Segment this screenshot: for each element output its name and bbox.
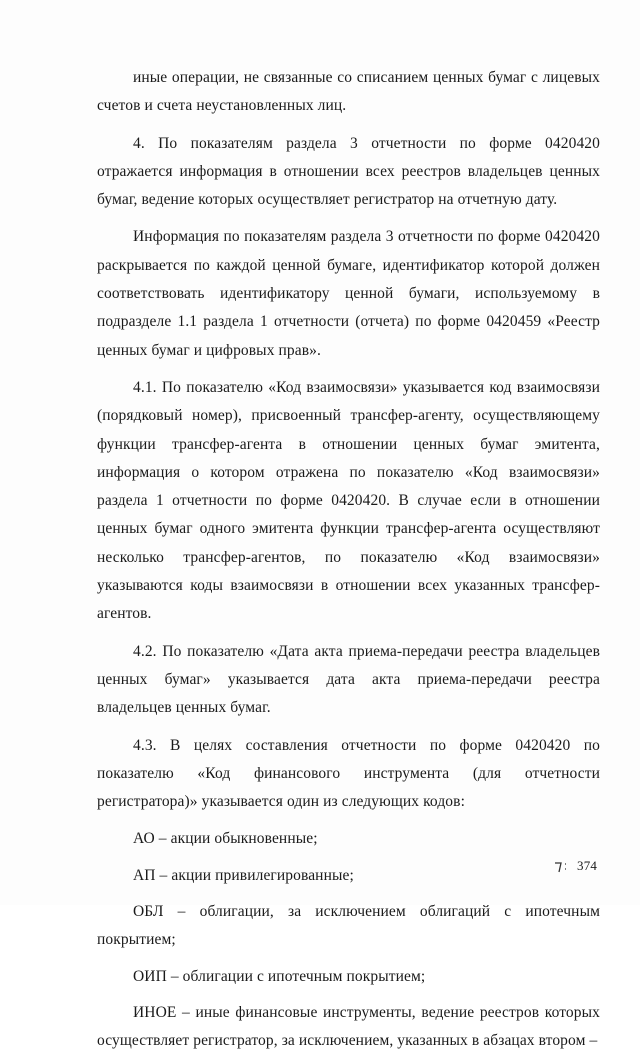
code-item-ap: АП – акции привилегированные; [133, 866, 354, 884]
page-number: 374 [577, 858, 598, 873]
scan-mark-icon [553, 860, 573, 874]
code-item-oip: ОИП – облигации с ипотечным покрытием; [133, 967, 426, 985]
paragraph-section-4: 4. По показателям раздела 3 отчетности по форме 0420420 отражается информация в отношении всех реестров владельцев ценных бумаг, ведение которых осуществляет регистратор на отчетную дату. [97, 134, 600, 209]
paragraph-continuation: иные операции, не связанные со списанием ценных бумаг с лицевых счетов и счета неустановленных лиц. [97, 69, 600, 115]
document-body [97, 64, 600, 1064]
paragraph-4-3: 4.3. В целях составления отчетности по форме 0420420 по показателю «Код финансового инструмента (для отчетности регистратора)» указывается один из следующих кодов: [97, 736, 600, 811]
code-item-obl: ОБЛ – облигации, за исключением облигаций с ипотечным покрытием; [97, 903, 600, 949]
paragraph-4-1: 4.1. По показателю «Код взаимосвязи» указывается код взаимосвязи (порядковый номер), присвоенный трансфер-агенту, осуществляющему функции трансфер-агента в отношении ценных бумаг эмитента, информация о котором отражена по показателю «Код взаимосвязи» раздела 1 отчетности по форме 0420420. В случае если в отношении ценных бумаг одного эмитента функции трансфер-агента осуществляют несколько трансфер-агентов, по показателю «Код взаимосвязи» указываются коды взаимосвязи в отношении всех указанных трансфер-агентов. [97, 378, 600, 623]
paragraph-section-3-info: Информация по показателям раздела 3 отчетности по форме 0420420 раскрывается по каждой ценной бумаге, идентификатор которой должен соответствовать идентификатору ценной бумаги, используемому в подразделе 1.1 раздела 1 отчетности (отчета) по форме 0420459 «Реестр ценных бумаг и цифровых прав». [97, 228, 600, 359]
paragraph-4-2: 4.2. По показателю «Дата акта приема-передачи реестра владельцев ценных бумаг» указывается дата акта приема-передачи реестра владельцев ценных бумаг. [97, 642, 600, 717]
code-item-ao: АО – акции обыкновенные; [133, 830, 318, 848]
code-item-inoe: ИНОЕ – иные финансовые инструменты, ведение реестров которых осуществляет регистратор, за исключением, указанных в абзацах втором – [97, 1003, 600, 1050]
